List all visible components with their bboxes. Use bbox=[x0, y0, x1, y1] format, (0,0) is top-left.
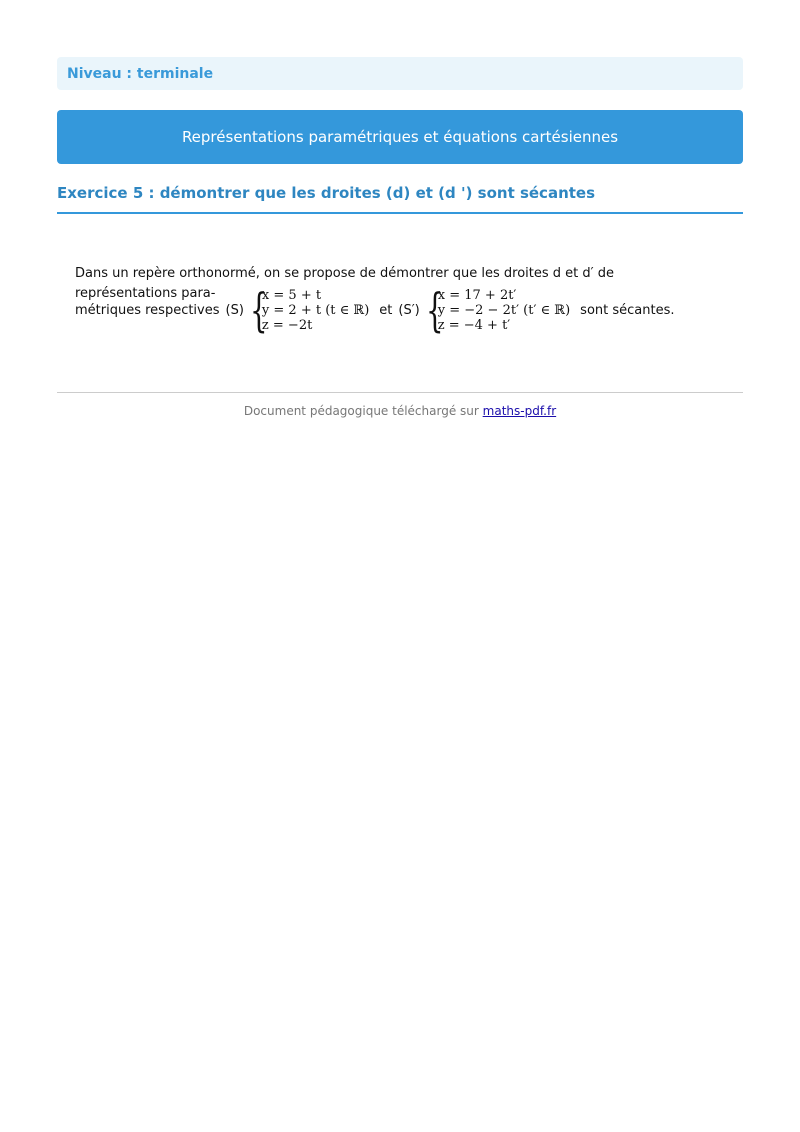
footer bbox=[57, 404, 743, 418]
system-2-eq-x: x = 17 + 2t′ bbox=[437, 287, 517, 303]
page-banner bbox=[57, 110, 743, 164]
level-label: Niveau : terminale bbox=[67, 65, 214, 82]
exercise-title: Exercice 5 : démontrer que les droites (d) et (d ') sont sécantes bbox=[57, 184, 596, 202]
footer-divider bbox=[57, 392, 743, 393]
system-2-eq-y: y = −2 − 2t′ (t′ ∈ ℝ) bbox=[437, 302, 571, 318]
banner-title: Représentations paramétriques et équations cartésiennes bbox=[181, 128, 619, 146]
statement-line-2 bbox=[75, 284, 715, 336]
level-badge bbox=[57, 57, 743, 90]
system-2-eq-z: z = −4 + t′ bbox=[437, 317, 511, 333]
system-2 bbox=[425, 283, 571, 337]
statement-line-1: Dans un repère orthonormé, on se propose de démontrer que les droites d et d′ de représentations para- bbox=[75, 266, 614, 301]
system-1-eq-y: y = 2 + t (t ∈ ℝ) bbox=[261, 302, 370, 318]
connector-text: et bbox=[379, 302, 393, 318]
footer-link[interactable]: maths-pdf.fr bbox=[482, 404, 557, 418]
system-1 bbox=[249, 283, 370, 337]
statement-suffix: sont sécantes. bbox=[580, 302, 675, 318]
exercise-divider bbox=[57, 212, 743, 214]
statement-prefix: métriques respectives bbox=[75, 302, 220, 318]
brace-icon: { bbox=[249, 283, 268, 337]
system-1-name: (S) bbox=[225, 302, 244, 318]
brace-icon: { bbox=[425, 283, 444, 337]
system-2-name: (S′) bbox=[398, 302, 420, 318]
system-1-eq-z: z = −2t bbox=[261, 317, 313, 333]
footer-text: Document pédagogique téléchargé sur bbox=[243, 404, 479, 418]
system-1-eq-x: x = 5 + t bbox=[261, 287, 322, 303]
